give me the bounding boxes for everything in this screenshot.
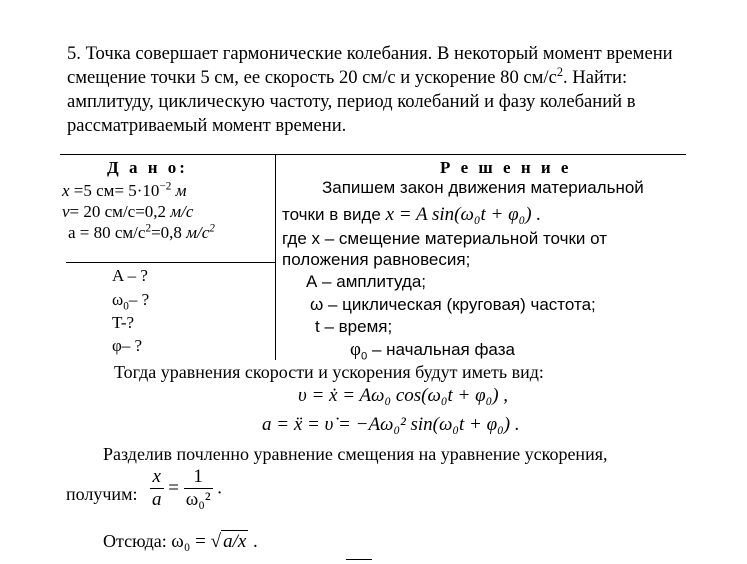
find-phase: φ– ?: [112, 336, 143, 355]
find-period: T-?: [112, 313, 135, 332]
hence-line: Отсюда: ω₀ = √ a/x .: [103, 531, 258, 552]
given-x: x =5 $см= 5\cdot 10^{-2}$ м: [62, 180, 187, 200]
acceleration-formula: a = ẍ = υ̇ = −Aω₀² sin(ω₀t + φ₀) .: [262, 414, 520, 435]
solution-line-2: точки в виде x = A sin(ω₀t + φ₀) .: [282, 204, 542, 225]
solution-line-6: ω – циклическая (круговая) частота;: [310, 295, 596, 314]
find-omega: $\omega_0-$ ?: [112, 290, 150, 313]
solution-line-3: где х – смещение материальной точки от: [282, 229, 608, 248]
table-top-rule: [60, 154, 686, 155]
find-amplitude: A – ?: [112, 266, 148, 285]
divide-text: Разделив почленно уравнение смещения на уравнение ускорения,: [103, 444, 608, 464]
solution-line-4: положения равновесия;: [282, 250, 471, 269]
table-divider: [275, 154, 276, 360]
ratio-rhs: $\frac{1}{\text{ω₀²}}$: [185, 466, 211, 510]
problem-statement: [67, 42, 687, 138]
velocity-formula: υ = ẋ = Aω₀ cos(ω₀t + φ₀) ,: [298, 385, 509, 406]
solution-line-7: t – время;: [315, 317, 393, 336]
solution-line-1: Запишем закон движения материальной: [322, 178, 644, 197]
given-find-rule: [66, 262, 275, 263]
solution-header: Р е ш е н и е: [440, 158, 572, 177]
problem-line-1: 5. Точка совершает гармонические колебания. В некоторый момент времени: [67, 43, 673, 64]
law-formula: x = A sin(ω₀t + φ₀) .: [385, 204, 542, 225]
ratio-formula: $\frac{x}{a}$ = $\frac{1}{\text{ω₀²}}$ .: [152, 466, 223, 510]
ratio-lhs: $\frac{x}{a}$: [152, 466, 162, 510]
solution-line-8: $\varphi_0$ – начальная фаза: [350, 339, 515, 363]
problem-line-3: амплитуду, циклическую частоту, период колебаний и фазу колебаний в: [67, 91, 636, 112]
given-header: Д а н о:: [107, 158, 188, 177]
given-v: v= 20 см/с=0,2 м/с: [62, 202, 194, 221]
problem-line-4: рассматриваемый момент времени.: [67, 115, 347, 136]
then-text: Тогда уравнения скорости и ускорения будут иметь вид:: [114, 362, 544, 382]
solution-line-5: А – амплитуда;: [306, 272, 427, 291]
get-text: получим:: [66, 484, 138, 504]
given-a: a = 80 $см/с^2=0,8$ $м/с^2$: [68, 222, 215, 242]
problem-line-2: смещение точки 5 см, ее скорость 20 см/с и ускорение 80 $см/с^2$. Найти:: [67, 64, 628, 88]
cut-off-rule: [346, 559, 372, 560]
